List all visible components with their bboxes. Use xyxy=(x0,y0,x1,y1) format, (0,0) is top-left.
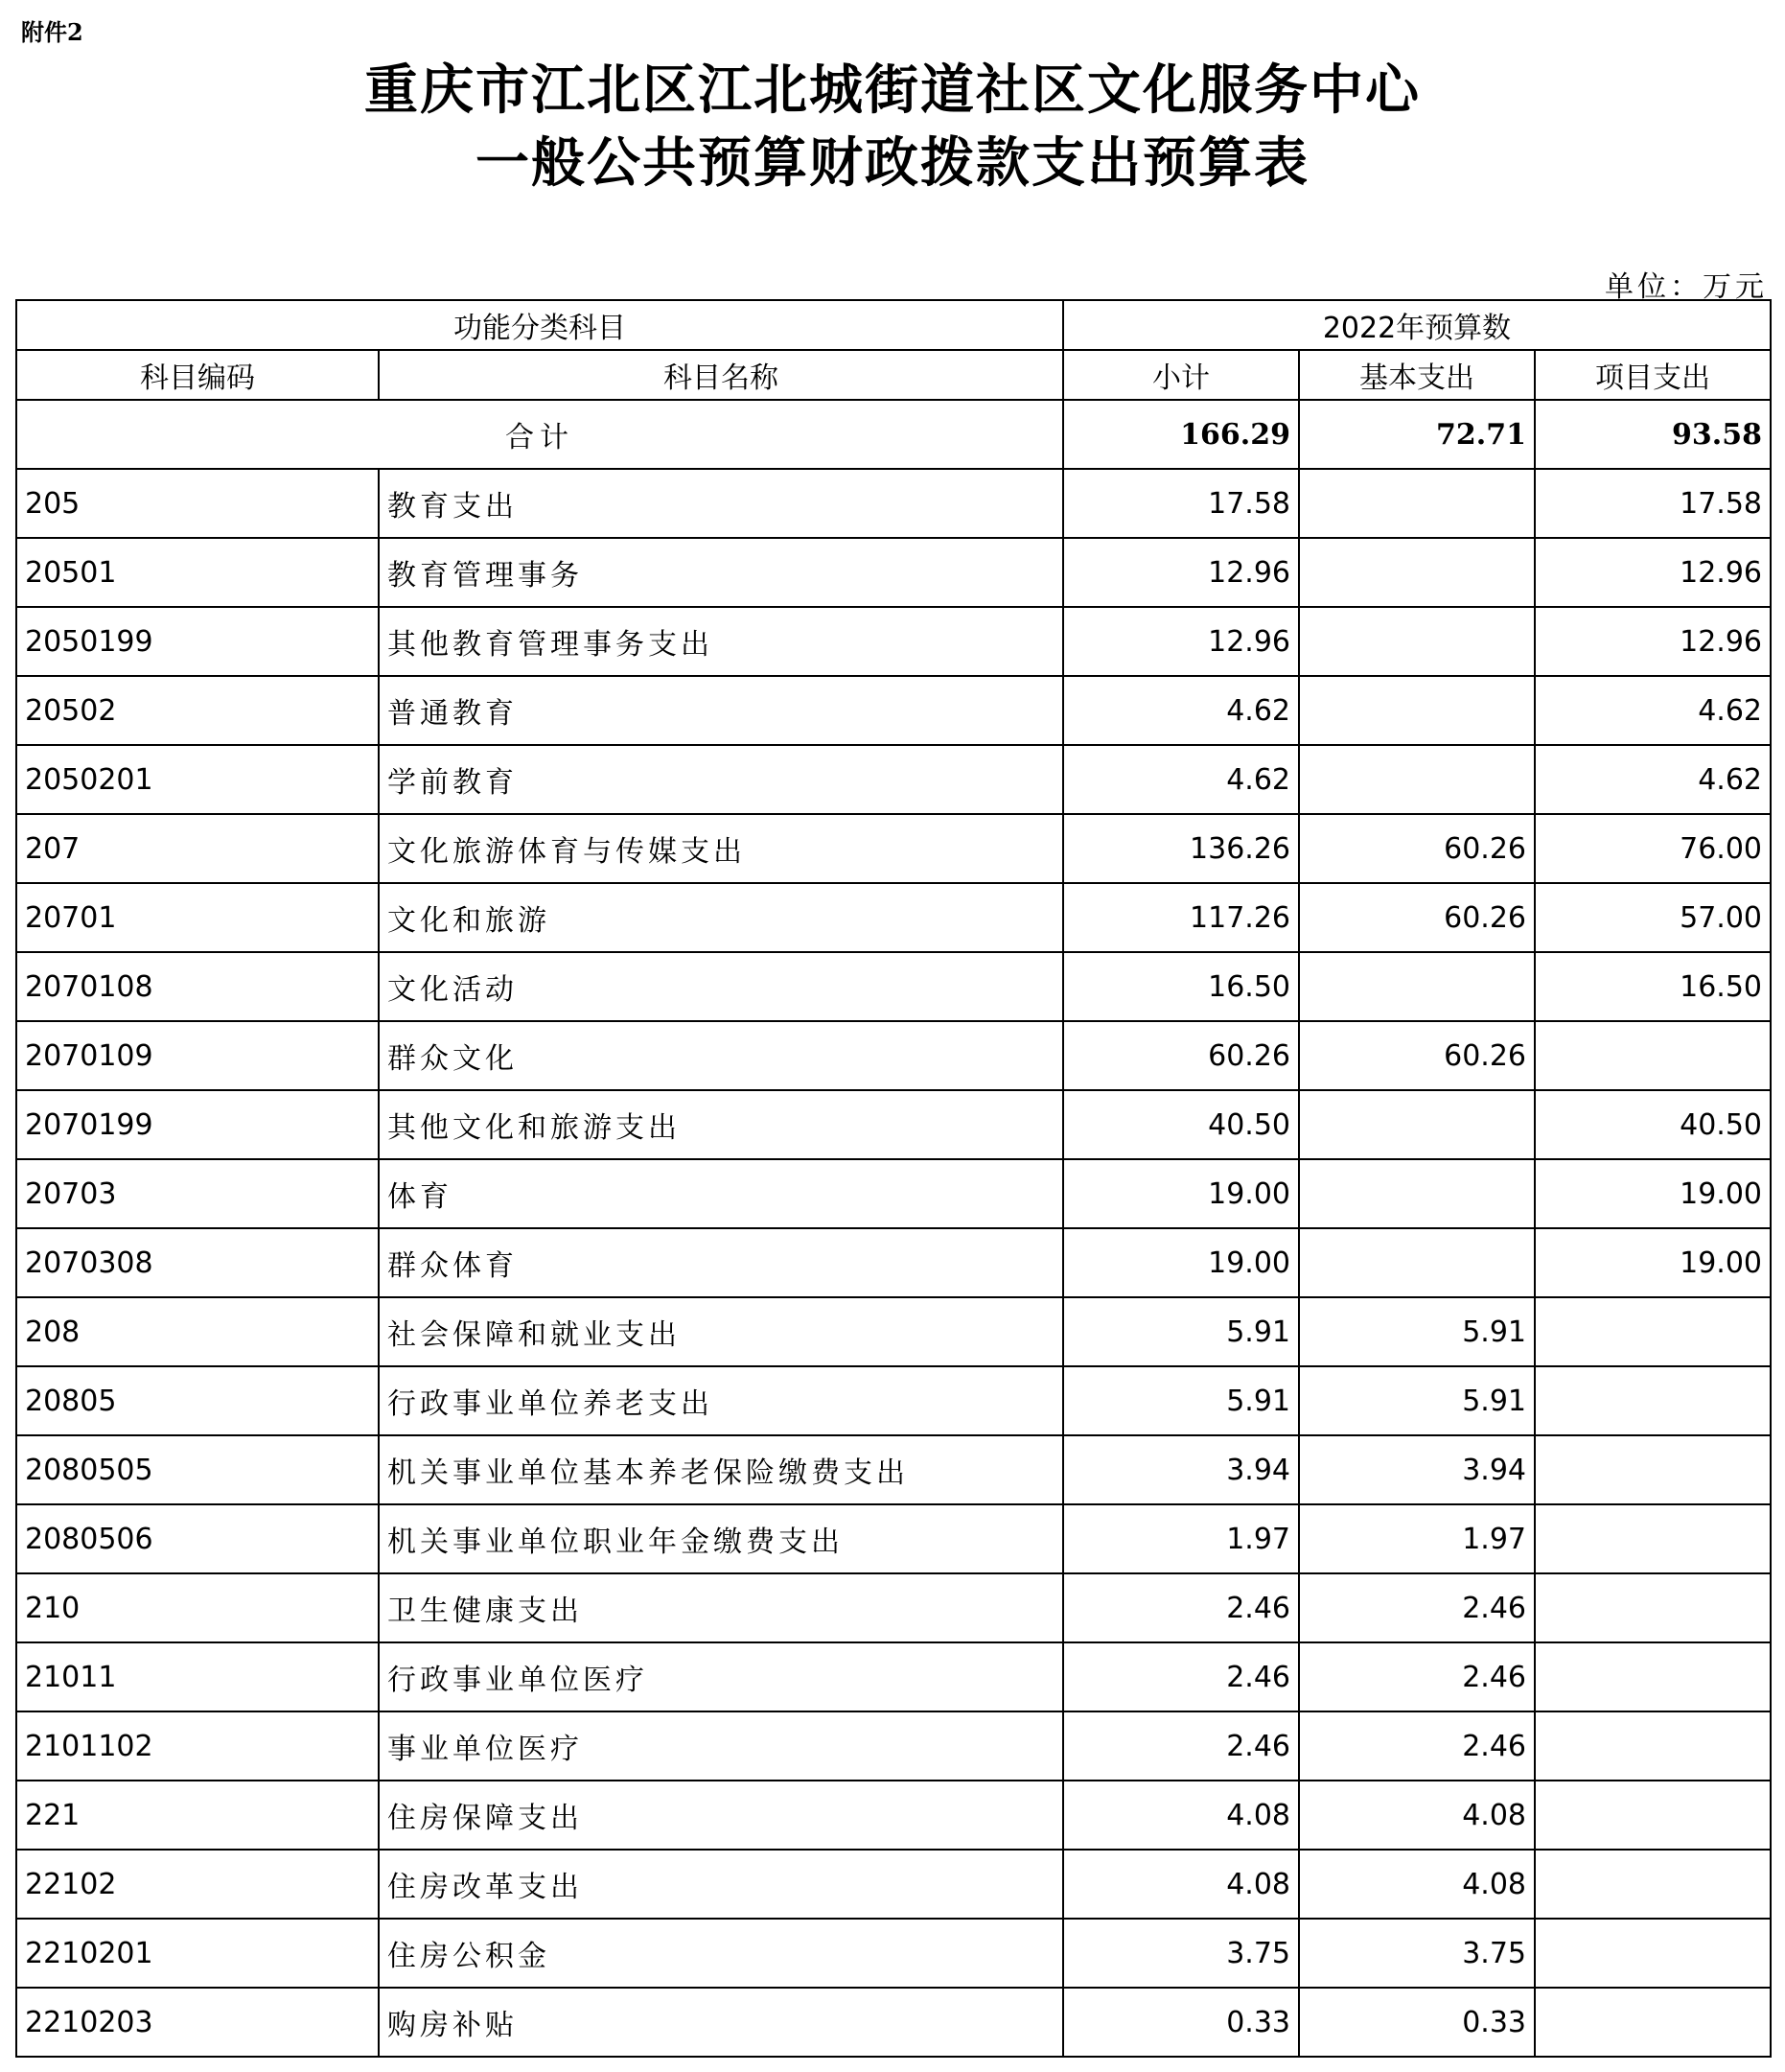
cell-project xyxy=(1535,1504,1771,1573)
table-row xyxy=(16,952,1771,1021)
header-budget-year: 2022年预算数 xyxy=(1063,300,1771,350)
cell-basic xyxy=(1299,1159,1535,1228)
table-row xyxy=(16,538,1771,607)
table-row xyxy=(16,814,1771,883)
table-row xyxy=(16,1228,1771,1297)
cell-code: 2080506 xyxy=(16,1504,379,1573)
cell-subtotal: 40.50 xyxy=(1063,1090,1299,1159)
cell-code: 20501 xyxy=(16,538,379,607)
cell-code: 208 xyxy=(16,1297,379,1366)
cell-subtotal: 4.08 xyxy=(1063,1781,1299,1850)
cell-code: 205 xyxy=(16,469,379,538)
table-row xyxy=(16,1642,1771,1711)
cell-code: 2070308 xyxy=(16,1228,379,1297)
cell-basic: 4.08 xyxy=(1299,1781,1535,1850)
cell-subtotal: 2.46 xyxy=(1063,1573,1299,1642)
cell-name: 住房保障支出 xyxy=(379,1781,1063,1850)
cell-basic: 3.75 xyxy=(1299,1919,1535,1988)
cell-basic: 1.97 xyxy=(1299,1504,1535,1573)
cell-basic: 5.91 xyxy=(1299,1297,1535,1366)
table-row xyxy=(16,1850,1771,1919)
cell-name: 其他文化和旅游支出 xyxy=(379,1090,1063,1159)
cell-subtotal: 60.26 xyxy=(1063,1021,1299,1090)
cell-subtotal: 2.46 xyxy=(1063,1711,1299,1781)
cell-code: 2050199 xyxy=(16,607,379,676)
cell-basic: 60.26 xyxy=(1299,814,1535,883)
cell-code: 210 xyxy=(16,1573,379,1642)
cell-name: 文化和旅游 xyxy=(379,883,1063,952)
table-row xyxy=(16,745,1771,814)
attachment-label: 附件2 xyxy=(21,18,83,46)
cell-project: 19.00 xyxy=(1535,1228,1771,1297)
unit-label: 单位：万元 xyxy=(1605,270,1768,304)
cell-name: 文化旅游体育与传媒支出 xyxy=(379,814,1063,883)
cell-project xyxy=(1535,1573,1771,1642)
cell-project xyxy=(1535,1021,1771,1090)
cell-code: 2210203 xyxy=(16,1988,379,2057)
cell-basic: 2.46 xyxy=(1299,1573,1535,1642)
cell-code: 2070199 xyxy=(16,1090,379,1159)
header-name: 科目名称 xyxy=(379,350,1063,400)
cell-code: 2070108 xyxy=(16,952,379,1021)
cell-name: 行政事业单位养老支出 xyxy=(379,1366,1063,1435)
cell-code: 2210201 xyxy=(16,1919,379,1988)
cell-name: 机关事业单位职业年金缴费支出 xyxy=(379,1504,1063,1573)
cell-project: 57.00 xyxy=(1535,883,1771,952)
table-row xyxy=(16,1988,1771,2057)
cell-name: 机关事业单位基本养老保险缴费支出 xyxy=(379,1435,1063,1504)
total-row xyxy=(16,400,1771,469)
total-basic: 72.71 xyxy=(1299,400,1535,469)
cell-subtotal: 5.91 xyxy=(1063,1297,1299,1366)
cell-project: 4.62 xyxy=(1535,676,1771,745)
header-project: 项目支出 xyxy=(1535,350,1771,400)
cell-code: 221 xyxy=(16,1781,379,1850)
cell-code: 22102 xyxy=(16,1850,379,1919)
cell-subtotal: 19.00 xyxy=(1063,1228,1299,1297)
cell-subtotal: 16.50 xyxy=(1063,952,1299,1021)
cell-subtotal: 4.62 xyxy=(1063,676,1299,745)
cell-project: 76.00 xyxy=(1535,814,1771,883)
cell-subtotal: 4.62 xyxy=(1063,745,1299,814)
cell-project: 40.50 xyxy=(1535,1090,1771,1159)
cell-project xyxy=(1535,1435,1771,1504)
cell-project xyxy=(1535,1850,1771,1919)
cell-basic: 3.94 xyxy=(1299,1435,1535,1504)
cell-basic xyxy=(1299,607,1535,676)
cell-subtotal: 12.96 xyxy=(1063,607,1299,676)
table-row xyxy=(16,1366,1771,1435)
cell-basic xyxy=(1299,1090,1535,1159)
cell-project: 12.96 xyxy=(1535,607,1771,676)
cell-project: 4.62 xyxy=(1535,745,1771,814)
cell-project xyxy=(1535,1297,1771,1366)
cell-name: 群众体育 xyxy=(379,1228,1063,1297)
page-title-line-2: 一般公共预算财政拨款支出预算表 xyxy=(475,131,1310,195)
cell-code: 2050201 xyxy=(16,745,379,814)
table-row xyxy=(16,1021,1771,1090)
cell-name: 群众文化 xyxy=(379,1021,1063,1090)
cell-name: 住房改革支出 xyxy=(379,1850,1063,1919)
cell-code: 2101102 xyxy=(16,1711,379,1781)
total-project: 93.58 xyxy=(1535,400,1771,469)
total-subtotal: 166.29 xyxy=(1063,400,1299,469)
cell-project: 19.00 xyxy=(1535,1159,1771,1228)
budget-table xyxy=(15,299,1772,2058)
table-row xyxy=(16,1504,1771,1573)
table-row xyxy=(16,1297,1771,1366)
table-row xyxy=(16,1435,1771,1504)
cell-basic: 60.26 xyxy=(1299,1021,1535,1090)
cell-subtotal: 3.75 xyxy=(1063,1919,1299,1988)
cell-name: 教育支出 xyxy=(379,469,1063,538)
cell-basic xyxy=(1299,469,1535,538)
header-func-category: 功能分类科目 xyxy=(16,300,1063,350)
cell-code: 207 xyxy=(16,814,379,883)
table-row xyxy=(16,1090,1771,1159)
cell-code: 2080505 xyxy=(16,1435,379,1504)
cell-basic: 2.46 xyxy=(1299,1642,1535,1711)
cell-code: 20805 xyxy=(16,1366,379,1435)
cell-subtotal: 0.33 xyxy=(1063,1988,1299,2057)
cell-name: 教育管理事务 xyxy=(379,538,1063,607)
page-title-line-1: 重庆市江北区江北城街道社区文化服务中心 xyxy=(364,58,1421,122)
cell-project xyxy=(1535,1642,1771,1711)
table-row xyxy=(16,1919,1771,1988)
cell-subtotal: 117.26 xyxy=(1063,883,1299,952)
table-row xyxy=(16,883,1771,952)
cell-basic xyxy=(1299,538,1535,607)
cell-code: 20703 xyxy=(16,1159,379,1228)
table-row xyxy=(16,607,1771,676)
cell-project: 17.58 xyxy=(1535,469,1771,538)
cell-basic: 60.26 xyxy=(1299,883,1535,952)
cell-name: 购房补贴 xyxy=(379,1988,1063,2057)
cell-basic xyxy=(1299,745,1535,814)
cell-project xyxy=(1535,1919,1771,1988)
cell-name: 卫生健康支出 xyxy=(379,1573,1063,1642)
cell-project xyxy=(1535,1366,1771,1435)
cell-basic: 2.46 xyxy=(1299,1711,1535,1781)
cell-name: 体育 xyxy=(379,1159,1063,1228)
cell-code: 20701 xyxy=(16,883,379,952)
cell-project: 12.96 xyxy=(1535,538,1771,607)
header-basic: 基本支出 xyxy=(1299,350,1535,400)
header-row-1 xyxy=(16,300,1771,350)
cell-basic xyxy=(1299,1228,1535,1297)
cell-name: 学前教育 xyxy=(379,745,1063,814)
cell-subtotal: 1.97 xyxy=(1063,1504,1299,1573)
cell-basic: 5.91 xyxy=(1299,1366,1535,1435)
cell-subtotal: 17.58 xyxy=(1063,469,1299,538)
cell-basic xyxy=(1299,952,1535,1021)
table-row xyxy=(16,1573,1771,1642)
cell-subtotal: 136.26 xyxy=(1063,814,1299,883)
cell-project: 16.50 xyxy=(1535,952,1771,1021)
cell-code: 2070109 xyxy=(16,1021,379,1090)
cell-basic: 0.33 xyxy=(1299,1988,1535,2057)
cell-project xyxy=(1535,1711,1771,1781)
cell-project xyxy=(1535,1988,1771,2057)
cell-basic xyxy=(1299,676,1535,745)
table-row xyxy=(16,469,1771,538)
cell-name: 住房公积金 xyxy=(379,1919,1063,1988)
header-subtotal: 小计 xyxy=(1063,350,1299,400)
table-row xyxy=(16,1711,1771,1781)
cell-name: 行政事业单位医疗 xyxy=(379,1642,1063,1711)
cell-code: 20502 xyxy=(16,676,379,745)
cell-code: 21011 xyxy=(16,1642,379,1711)
cell-subtotal: 2.46 xyxy=(1063,1642,1299,1711)
header-row-2 xyxy=(16,350,1771,400)
table-row xyxy=(16,1159,1771,1228)
cell-name: 事业单位医疗 xyxy=(379,1711,1063,1781)
total-label: 合计 xyxy=(16,400,1063,469)
cell-subtotal: 3.94 xyxy=(1063,1435,1299,1504)
header-code: 科目编码 xyxy=(16,350,379,400)
table-row xyxy=(16,676,1771,745)
cell-subtotal: 19.00 xyxy=(1063,1159,1299,1228)
cell-basic: 4.08 xyxy=(1299,1850,1535,1919)
cell-name: 社会保障和就业支出 xyxy=(379,1297,1063,1366)
table-row xyxy=(16,1781,1771,1850)
cell-subtotal: 4.08 xyxy=(1063,1850,1299,1919)
cell-name: 文化活动 xyxy=(379,952,1063,1021)
cell-subtotal: 12.96 xyxy=(1063,538,1299,607)
cell-name: 其他教育管理事务支出 xyxy=(379,607,1063,676)
cell-project xyxy=(1535,1781,1771,1850)
cell-subtotal: 5.91 xyxy=(1063,1366,1299,1435)
cell-name: 普通教育 xyxy=(379,676,1063,745)
